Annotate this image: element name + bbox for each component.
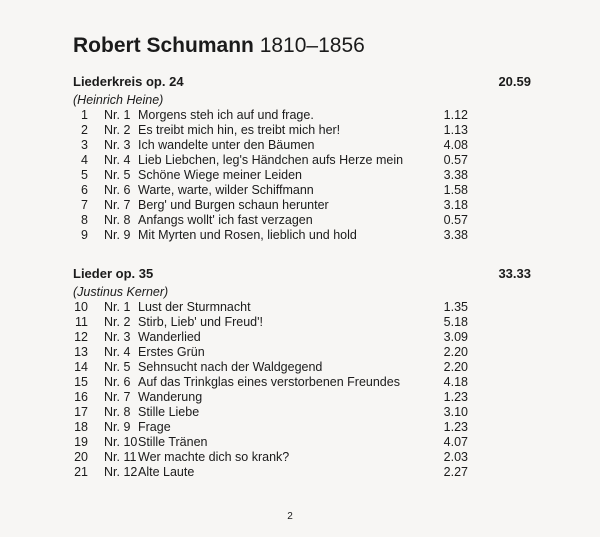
track-duration: 4.07 (443, 435, 468, 449)
track-row (73, 315, 533, 330)
track-number: 2 (81, 123, 88, 137)
track-title: Schöne Wiege meiner Leiden (138, 168, 302, 182)
track-duration: 2.20 (443, 360, 468, 374)
track-number: 9 (81, 228, 88, 242)
track-title: Morgens steh ich auf und frage. (138, 108, 314, 122)
track-row (73, 228, 533, 243)
track-row (73, 420, 533, 435)
section-total-duration: 33.33 (498, 266, 531, 281)
track-title: Wanderung (138, 390, 203, 404)
track-nr: Nr. 4 (104, 153, 131, 167)
track-number: 16 (74, 390, 88, 404)
track-nr: Nr. 2 (104, 315, 131, 329)
track-title: Wer machte dich so krank? (138, 450, 290, 464)
track-number: 18 (74, 420, 88, 434)
track-duration: 4.08 (443, 138, 468, 152)
track-list (73, 108, 533, 243)
track-duration: 5.18 (443, 315, 468, 329)
track-row (73, 213, 533, 228)
track-row (73, 435, 533, 450)
track-number: 20 (74, 450, 88, 464)
section-title: Lieder op. 35 (73, 266, 154, 281)
track-duration: 0.57 (443, 213, 468, 227)
track-nr: Nr. 4 (104, 345, 131, 359)
track-title: Sehnsucht nach der Waldgegend (138, 360, 323, 374)
track-title: Alte Laute (138, 465, 195, 479)
composer-years: 1810–1856 (259, 34, 365, 57)
section-total-duration: 20.59 (498, 74, 531, 89)
page-title (73, 34, 365, 58)
track-row (73, 123, 533, 138)
track-row (73, 138, 533, 153)
track-duration: 1.23 (443, 420, 468, 434)
track-row (73, 108, 533, 123)
track-row (73, 345, 533, 360)
track-duration: 1.58 (443, 183, 468, 197)
track-duration: 1.12 (443, 108, 468, 122)
composer-name: Robert Schumann (73, 34, 254, 57)
track-nr: Nr. 12 (104, 465, 138, 479)
track-title: Stille Liebe (138, 405, 200, 419)
track-nr: Nr. 11 (104, 450, 137, 464)
track-number: 15 (74, 375, 88, 389)
track-row (73, 183, 533, 198)
track-row (73, 300, 533, 315)
track-duration: 2.20 (443, 345, 468, 359)
track-title: Auf das Trinkglas eines verstorbenen Freundes (138, 375, 400, 389)
track-duration: 1.35 (443, 300, 468, 314)
track-nr: Nr. 1 (104, 300, 131, 314)
track-title: Frage (138, 420, 171, 434)
section-liederkreis-op24 (73, 74, 533, 243)
track-number: 13 (74, 345, 88, 359)
track-nr: Nr. 2 (104, 123, 131, 137)
track-nr: Nr. 3 (104, 330, 131, 344)
track-number: 1 (81, 108, 88, 122)
track-duration: 3.38 (443, 168, 468, 182)
track-number: 14 (74, 360, 88, 374)
track-number: 17 (74, 405, 88, 419)
track-nr: Nr. 3 (104, 138, 131, 152)
track-number: 5 (81, 168, 88, 182)
track-number: 12 (74, 330, 88, 344)
track-duration: 3.38 (443, 228, 468, 242)
track-nr: Nr. 5 (104, 360, 131, 374)
track-title: Ich wandelte unter den Bäumen (138, 138, 315, 152)
track-row (73, 465, 533, 480)
track-title: Stille Tränen (138, 435, 208, 449)
track-nr: Nr. 8 (104, 213, 131, 227)
section-poet: (Justinus Kerner) (73, 285, 169, 299)
track-number: 6 (81, 183, 88, 197)
track-nr: Nr. 10 (104, 435, 138, 449)
track-row (73, 153, 533, 168)
track-title: Es treibt mich hin, es treibt mich her! (138, 123, 341, 137)
track-nr: Nr. 9 (104, 420, 131, 434)
track-duration: 1.23 (443, 390, 468, 404)
track-title: Anfangs wollt' ich fast verzagen (138, 213, 313, 227)
track-duration: 2.03 (443, 450, 468, 464)
track-list (73, 300, 533, 480)
track-title: Wanderlied (138, 330, 201, 344)
track-row (73, 360, 533, 375)
track-title: Mit Myrten und Rosen, lieblich und hold (138, 228, 357, 242)
track-number: 3 (81, 138, 88, 152)
page-number: 2 (287, 511, 293, 522)
track-duration: 4.18 (443, 375, 468, 389)
section-header (73, 266, 533, 284)
track-duration: 3.09 (443, 330, 468, 344)
track-duration: 3.18 (443, 198, 468, 212)
track-number: 4 (81, 153, 88, 167)
track-number: 8 (81, 213, 88, 227)
section-header (73, 74, 533, 92)
track-duration: 3.10 (443, 405, 468, 419)
track-duration: 0.57 (443, 153, 468, 167)
track-number: 10 (74, 300, 88, 314)
track-number: 19 (74, 435, 88, 449)
track-nr: Nr. 9 (104, 228, 131, 242)
track-nr: Nr. 5 (104, 168, 131, 182)
section-poet: (Heinrich Heine) (73, 93, 164, 107)
track-nr: Nr. 6 (104, 183, 131, 197)
track-title: Lieb Liebchen, leg's Händchen aufs Herze mein (138, 153, 404, 167)
track-row (73, 405, 533, 420)
track-duration: 2.27 (443, 465, 468, 479)
track-title: Erstes Grün (138, 345, 205, 359)
track-title: Lust der Sturmnacht (138, 300, 251, 314)
track-nr: Nr. 7 (104, 198, 131, 212)
track-duration: 1.13 (443, 123, 468, 137)
track-row (73, 168, 533, 183)
track-row (73, 450, 533, 465)
track-row (73, 390, 533, 405)
track-nr: Nr. 8 (104, 405, 131, 419)
track-row (73, 375, 533, 390)
track-nr: Nr. 6 (104, 375, 131, 389)
track-row (73, 198, 533, 213)
section-lieder-op35 (73, 266, 533, 480)
track-title: Stirb, Lieb' und Freud'! (138, 315, 263, 329)
track-number: 7 (81, 198, 88, 212)
track-number: 21 (74, 465, 88, 479)
track-number: 11 (75, 315, 88, 329)
track-row (73, 330, 533, 345)
track-title: Warte, warte, wilder Schiffmann (138, 183, 314, 197)
section-title: Liederkreis op. 24 (73, 74, 184, 89)
track-nr: Nr. 1 (104, 108, 131, 122)
track-nr: Nr. 7 (104, 390, 131, 404)
track-title: Berg' und Burgen schaun herunter (138, 198, 329, 212)
